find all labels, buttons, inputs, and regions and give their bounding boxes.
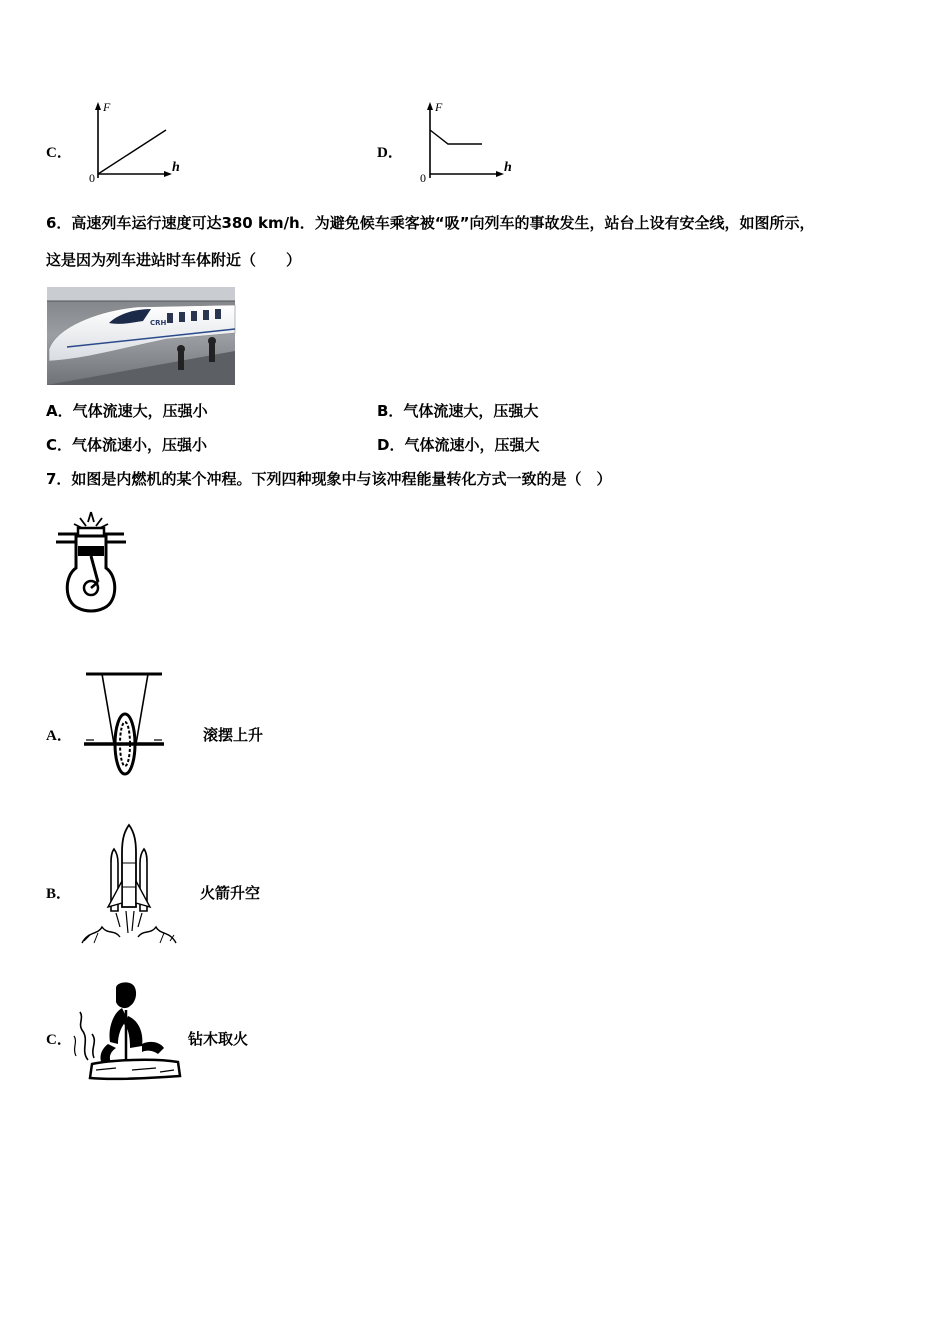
- graph-d: [418, 100, 518, 188]
- q5-option-c-label: C．: [46, 145, 72, 161]
- graph-d-y-label: F: [435, 100, 443, 114]
- q6-option-c: C．气体流速小，压强小: [46, 436, 208, 454]
- q7-option-a-label: A．: [46, 728, 72, 744]
- train-logo: CRH: [150, 319, 167, 327]
- q6-option-a: A．气体流速大，压强小: [46, 402, 208, 420]
- graph-c: [86, 100, 186, 188]
- q6-option-b: B．气体流速大，压强大: [377, 402, 539, 420]
- graph-c-y-label: F: [103, 100, 111, 114]
- rocket-image: [80, 823, 178, 945]
- q7-option-a-text: 滚摆上升: [203, 726, 264, 744]
- q7-option-c-text: 钻木取火: [188, 1030, 249, 1048]
- q7-option-b-label: B．: [46, 886, 72, 902]
- q7-stem: 7．如图是内燃机的某个冲程。下列四种现象中与该冲程能量转化方式一致的是（ ）: [46, 470, 612, 488]
- q6-stem-line2: 这是因为列车进站时车体附近（ ）: [46, 251, 302, 269]
- graph-c-x-label: h: [172, 160, 180, 175]
- q5-option-d-label: D．: [377, 145, 403, 161]
- q6-stem-line1: 6．高速列车运行速度可达380 km/h．为避免候车乘客被“吸”向列车的事故发生，站台上设有安全线，如图所示，: [46, 214, 815, 232]
- pendulum-image: [84, 670, 164, 778]
- q7-option-c-label: C．: [46, 1032, 72, 1048]
- fire-drill-image: [72, 980, 186, 1084]
- train-photo: [47, 287, 235, 385]
- q6-option-d: D．气体流速小，压强大: [377, 436, 540, 454]
- engine-stroke-diagram: [54, 510, 128, 614]
- graph-c-origin: 0: [89, 171, 95, 185]
- graph-d-x-label: h: [504, 160, 512, 175]
- q7-option-b-text: 火箭升空: [200, 884, 261, 902]
- graph-d-origin: 0: [420, 171, 426, 185]
